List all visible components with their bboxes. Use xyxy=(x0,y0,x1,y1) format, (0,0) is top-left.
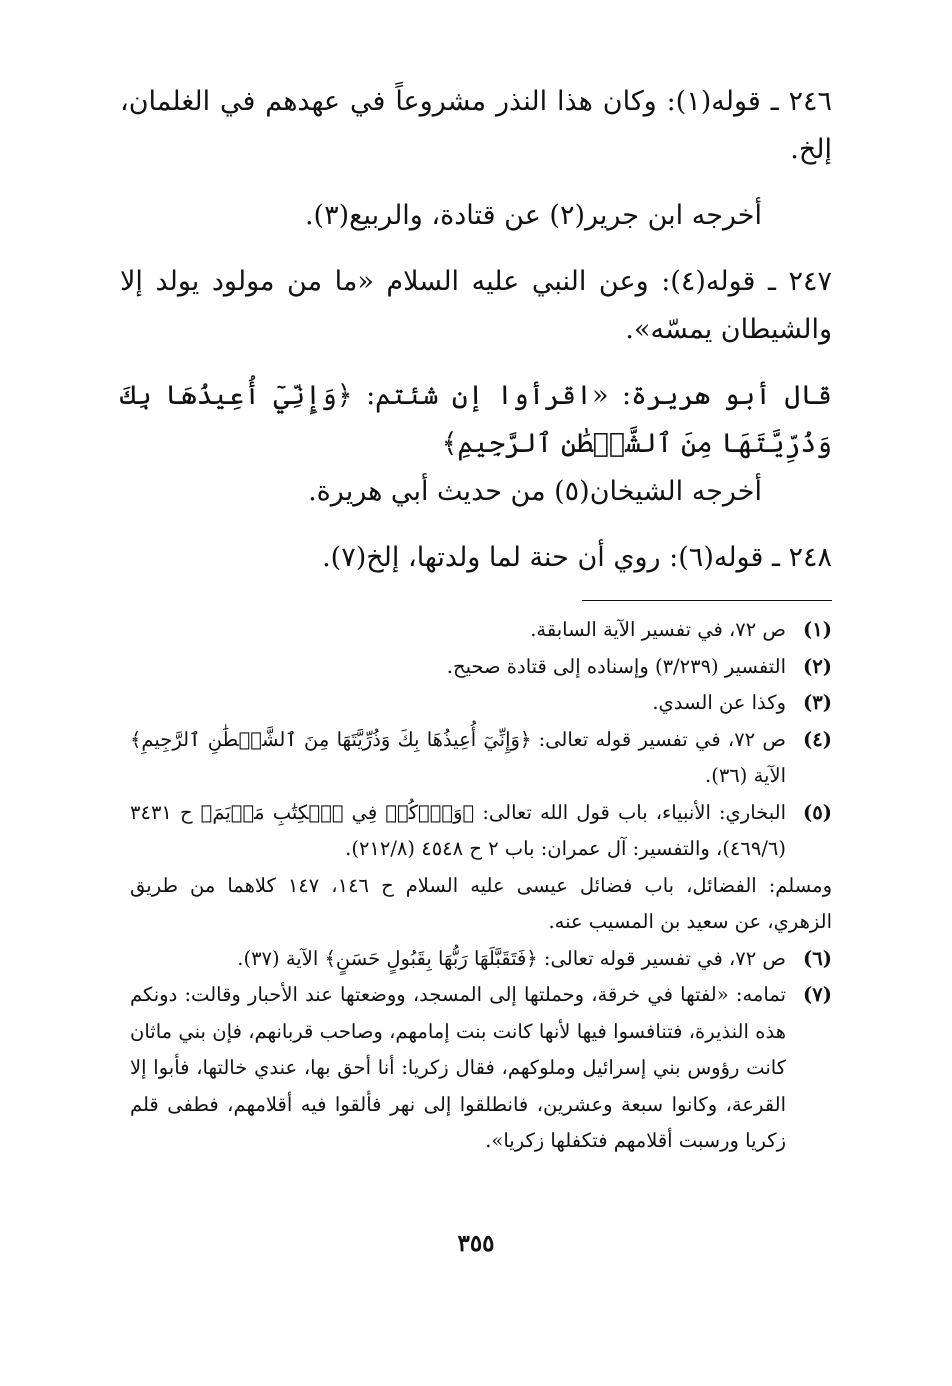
footnote-3 xyxy=(130,685,832,722)
footnote-4 xyxy=(130,722,832,795)
footnote-number: (٤) xyxy=(803,727,832,751)
footnote-5 xyxy=(130,795,832,868)
footnote-text: البخاري: الأنبياء، باب قول الله تعالى: ﴿وَٱذۡكُرۡ فِي ٱلۡكِتَٰبِ مَرۡيَمَ﴾ ح ٣٤٣١ (٤٦٩/٦)، والتفسير: آل عمران: باب ٢ ح ٤٥٤٨ (٢١٢/٨). xyxy=(130,800,786,860)
footnote-text: تمامه: «لفتها في خرقة، وحملتها إلى المسجد، ووضعتها عند الأحبار وقالت: دونكم هذه النذيرة، فتنافسوا فيها لأنها كانت بنت إمامهم، وصاحب قربانهم، فإن بني ماثان كانت رؤوس بني إسرائيل وملوكهم، فقال زكريا: أنا أحق بها، عندي خالتها، فأبوا إلا القرعة، وكانوا سبعة وعشرين، فانطلقوا إلى نهر فألقوا فيه أقلامهم، فطفى قلم زكريا ورسبت أقلامهم فتكفلها زكريا». xyxy=(130,983,786,1152)
footnotes xyxy=(130,612,832,1160)
footnote-number: (٦) xyxy=(803,946,832,970)
footnote-text: وكذا عن السدي. xyxy=(652,691,786,714)
footnote-divider xyxy=(582,600,832,601)
paragraph-246: ٢٤٦ ـ قوله(١): وكان هذا النذر مشروعاً في عهدهم في الغلمان، إلخ. xyxy=(120,86,832,165)
footnote-text: ص ٧٢، في تفسير قوله تعالى: ﴿وَإِنِّيٓ أُعِيذُهَا بِكَ وَذُرِّيَّتَهَا مِنَ ٱلشَّيۡطَٰنِ ٱلرَّجِيمِ﴾ الآية (٣٦). xyxy=(130,727,786,787)
footnote-7 xyxy=(130,977,832,1160)
paragraph-246-source: أخرجه ابن جرير(٢) عن قتادة، والربيع(٣). xyxy=(304,200,762,231)
footnote-number: (٣) xyxy=(803,691,832,714)
footnote-2 xyxy=(130,649,832,686)
paragraph-247-source: أخرجه الشيخان(٥) من حديث أبي هريرة. xyxy=(308,476,762,507)
page-number: ٣٥٥ xyxy=(457,1230,495,1257)
paragraph-248: ٢٤٨ ـ قوله(٦): روي أن حنة لما ولدتها، إلخ(٧). xyxy=(322,542,832,573)
footnote-text: ومسلم: الفضائل، باب فضائل عيسى عليه السلام ح ١٤٦، ١٤٧ كلاهما من طريق الزهري، عن سعيد بن المسيب عنه. xyxy=(130,873,832,933)
footnote-1 xyxy=(130,612,832,649)
footnote-number: (١) xyxy=(803,618,832,641)
footnote-number: (٥) xyxy=(803,800,832,824)
footnote-6 xyxy=(130,941,832,978)
footnote-5-continued xyxy=(130,868,832,941)
paragraph-abu-hurayra: قال أبو هريرة: «اقرأوا إن شئتم: ﴿وَإِنِّيٓ أُعِيذُهَا بِكَ وَذُرِّيَّتَهَا مِنَ ٱلشَّيۡطَٰنِ ٱلرَّجِيمِ﴾ xyxy=(120,380,832,459)
main-text xyxy=(120,78,832,582)
footnote-number: (٢) xyxy=(803,654,832,678)
footnote-number: (٧) xyxy=(803,983,832,1006)
footnote-text: ص ٧٢، في تفسير قوله تعالى: ﴿فَتَقَبَّلَهَا رَبُّهَا بِقَبُولٍ حَسَنٍ﴾ الآية (٣٧). xyxy=(237,946,786,970)
footnote-text: ص ٧٢، في تفسير الآية السابقة. xyxy=(530,618,786,641)
footnote-text: التفسير (٣/٢٣٩) وإسناده إلى قتادة صحيح. xyxy=(446,654,786,678)
paragraph-247: ٢٤٧ ـ قوله(٤): وعن النبي عليه السلام «ما من مولود يولد إلا والشيطان يمسّه». xyxy=(120,266,833,345)
